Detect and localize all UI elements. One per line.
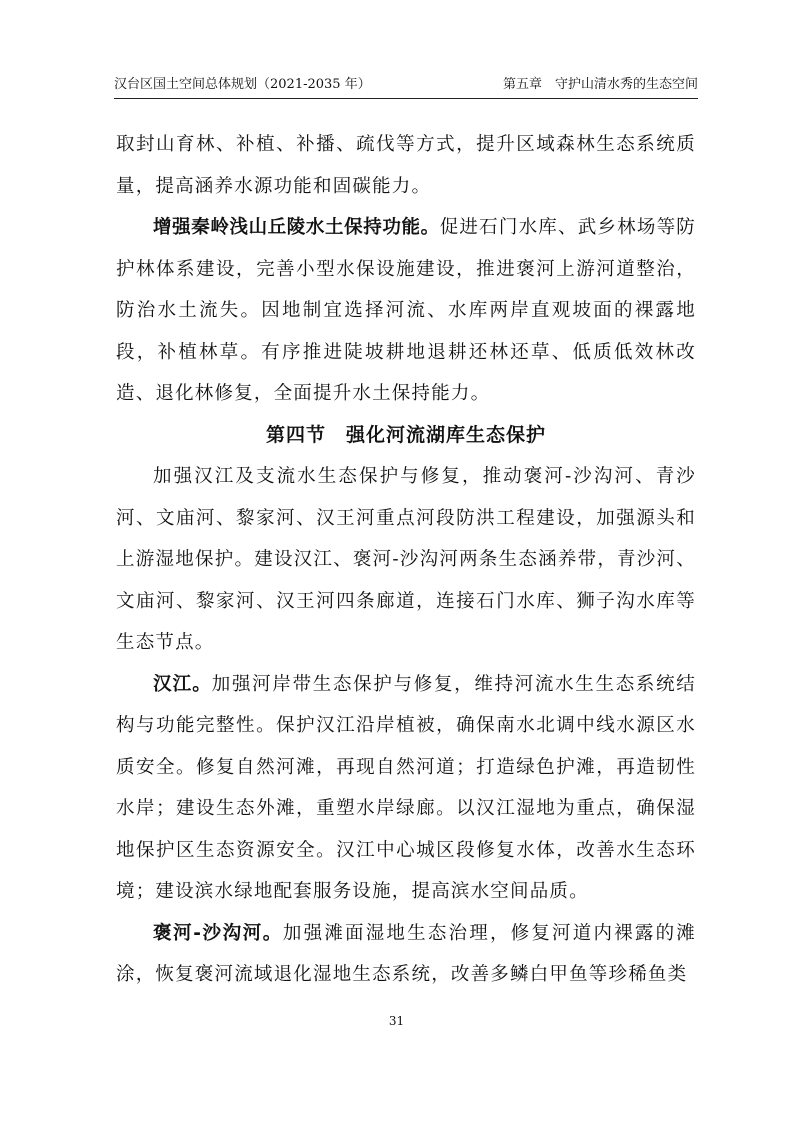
body-text — [116, 124, 696, 996]
paragraph-text: 加强河岸带生态保护与修复，维持河流水生生态系统结构与功能完整性。保护汉江沿岸植被，确保南水北调中线水源区水质安全。修复自然河滩，再现自然河道；打造绿色护滩，再造韧性水岸；建设生态外滩，重塑水岸绿廊。以汉江湿地为重点，确保湿地保护区生态资源安全。汉江中心城区段修复水体，改善水生态环境；建设滨水绿地配套服务设施，提高滨水空间品质。 — [116, 673, 696, 902]
paragraph-lead: 汉江。 — [153, 673, 212, 695]
paragraph-lead: 增强秦岭浅山丘陵水土保持功能。 — [153, 217, 440, 238]
paragraph-text: 促进石门水库、武乡林场等防护林体系建设，完善小型水保设施建设，推进褒河上游河道整治，防治水土流失。因地制宜选择河流、水库两岸直观坡面的裸露地段，补植林草。有序推进陡坡耕地退耕还林还草、低质低效林改造、退化林修复，全面提升水土保持能力。 — [116, 217, 696, 404]
page-number: 31 — [388, 1014, 405, 1028]
running-header — [114, 76, 698, 99]
paragraph-lead: 褒河-沙沟河。 — [153, 922, 283, 944]
paragraph-baohe — [116, 913, 696, 996]
header-chapter-title: 第五章 守护山清水秀的生态空间 — [502, 77, 698, 92]
paragraph-river-protection: 加强汉江及支流水生态保护与修复，推动褒河-沙沟河、青沙河、文庙河、黎家河、汉王河重点河段防洪工程建设，加强源头和上游湿地保护。建设汉江、褒河-沙沟河两条生态涵养带，青沙河、文庙河、黎家河、汉王河四条廊道，连接石门水库、狮子沟水库等生态节点。 — [116, 466, 696, 653]
paragraph-text: 加强滩面湿地生态治理，修复河道内裸露的滩涂，恢复褒河流域退化湿地生态系统，改善多鳞白甲鱼等珍稀鱼类 — [116, 922, 696, 985]
header-document-title: 汉台区国土空间总体规划（2021-2035 年） — [114, 77, 371, 92]
paragraph-hanjiang — [116, 664, 696, 913]
paragraph-forest: 取封山育林、补植、补播、疏伐等方式，提升区域森林生态系统质量，提高涵养水源功能和固碳能力。 — [116, 134, 696, 197]
paragraph-soil-conservation — [116, 207, 696, 415]
section-heading: 第四节 强化河流湖库生态保护 — [265, 423, 546, 446]
